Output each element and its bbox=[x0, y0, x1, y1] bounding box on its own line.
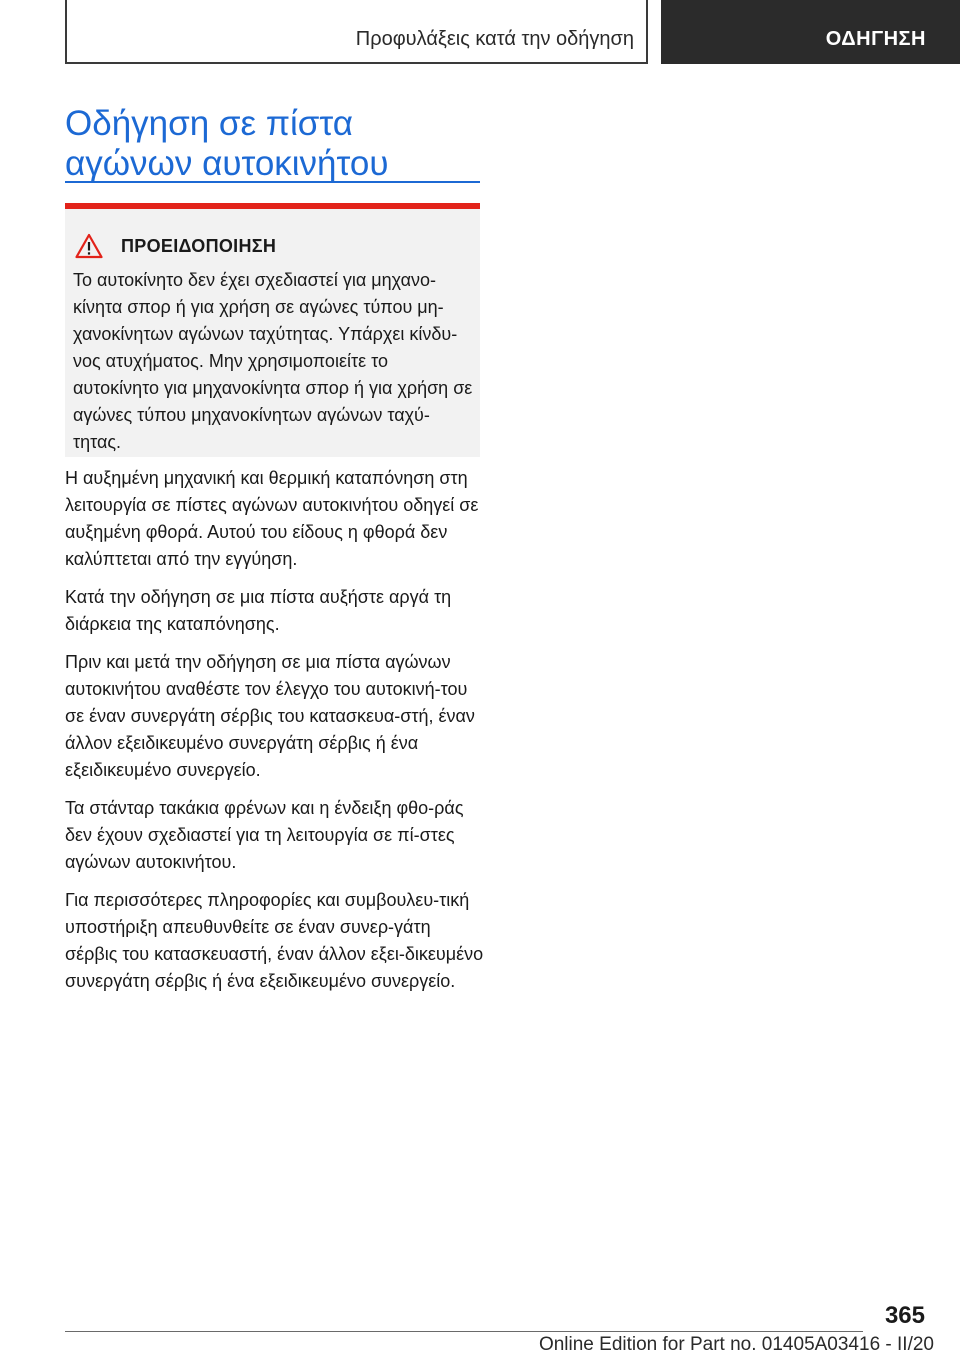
warning-label: ΠΡΟΕΙΔΟΠΟΙΗΣΗ bbox=[121, 235, 277, 256]
warning-box bbox=[65, 203, 480, 457]
paragraph: Για περισσότερες πληροφορίες και συμβουλευ-τική υποστήριξη απευθυνθείτε σε έναν συνερ-γάτη σέρβις του κατασκευαστή, έναν άλλον εξει-δικευμένο συνεργάτη σέρβις ή ένα εξειδικευμένο συνεργείο. bbox=[65, 890, 484, 991]
paragraph: Τα στάνταρ τακάκια φρένων και η ένδειξη φθο-ράς δεν έχουν σχεδιαστεί για τη λειτουργία σε πί-στες αγώνων αυτοκινήτου. bbox=[65, 798, 464, 872]
warning-text: Το αυτοκίνητο δεν έχει σχεδιαστεί για μηχανο-κίνητα σπορ ή για χρήση σε αγώνες τύπου μη-χανοκίνητων αγώνων ταχύτητας. Υπάρχει κίνδυ-νος ατυχήματος. Μην χρησιμοποιείτε το αυτοκίνητο για μηχανοκίνητα σπορ ή για χρήση σε αγώνες τύπου μηχανοκίνητων αγώνων ταχύ-τητας. bbox=[73, 270, 473, 452]
page-number: 365 bbox=[884, 1302, 925, 1329]
header-section-title: Προφυλάξεις κατά την οδήγηση bbox=[355, 28, 634, 50]
header-section-box bbox=[65, 0, 648, 64]
footer-edition: Online Edition for Part no. 01405A03416 - II/20 bbox=[538, 1334, 934, 1355]
header-chapter-title: ΟΔΗΓΗΣΗ bbox=[825, 28, 926, 50]
title-divider bbox=[65, 181, 480, 183]
footer-divider bbox=[65, 1331, 863, 1332]
warning-triangle-icon bbox=[75, 233, 103, 259]
paragraph: Η αυξημένη μηχανική και θερμική καταπόνηση στη λειτουργία σε πίστες αγώνων αυτοκινήτου οδηγεί σε αυξημένη φθορά. Αυτού του είδους η φθορά δεν καλύπτεται από την εγγύηση. bbox=[65, 468, 479, 569]
paragraph: Πριν και μετά την οδήγηση σε μια πίστα αγώνων αυτοκινήτου αναθέστε τον έλεγχο του αυτοκινή-του σε έναν συνεργάτη σέρβις του κατασκευα-στή, έναν άλλον εξειδικευμένο συνεργάτη σέρβις ή ένα εξειδικευμένο συνεργείο. bbox=[65, 652, 475, 780]
page-title: Οδήγηση σε πίστα αγώνων αυτοκινήτου bbox=[65, 104, 389, 183]
warning-header bbox=[75, 233, 276, 259]
paragraph: Κατά την οδήγηση σε μια πίστα αυξήστε αργά τη διάρκεια της καταπόνησης. bbox=[65, 587, 452, 634]
header-chapter-tab bbox=[661, 0, 960, 64]
body-text bbox=[65, 465, 485, 1006]
